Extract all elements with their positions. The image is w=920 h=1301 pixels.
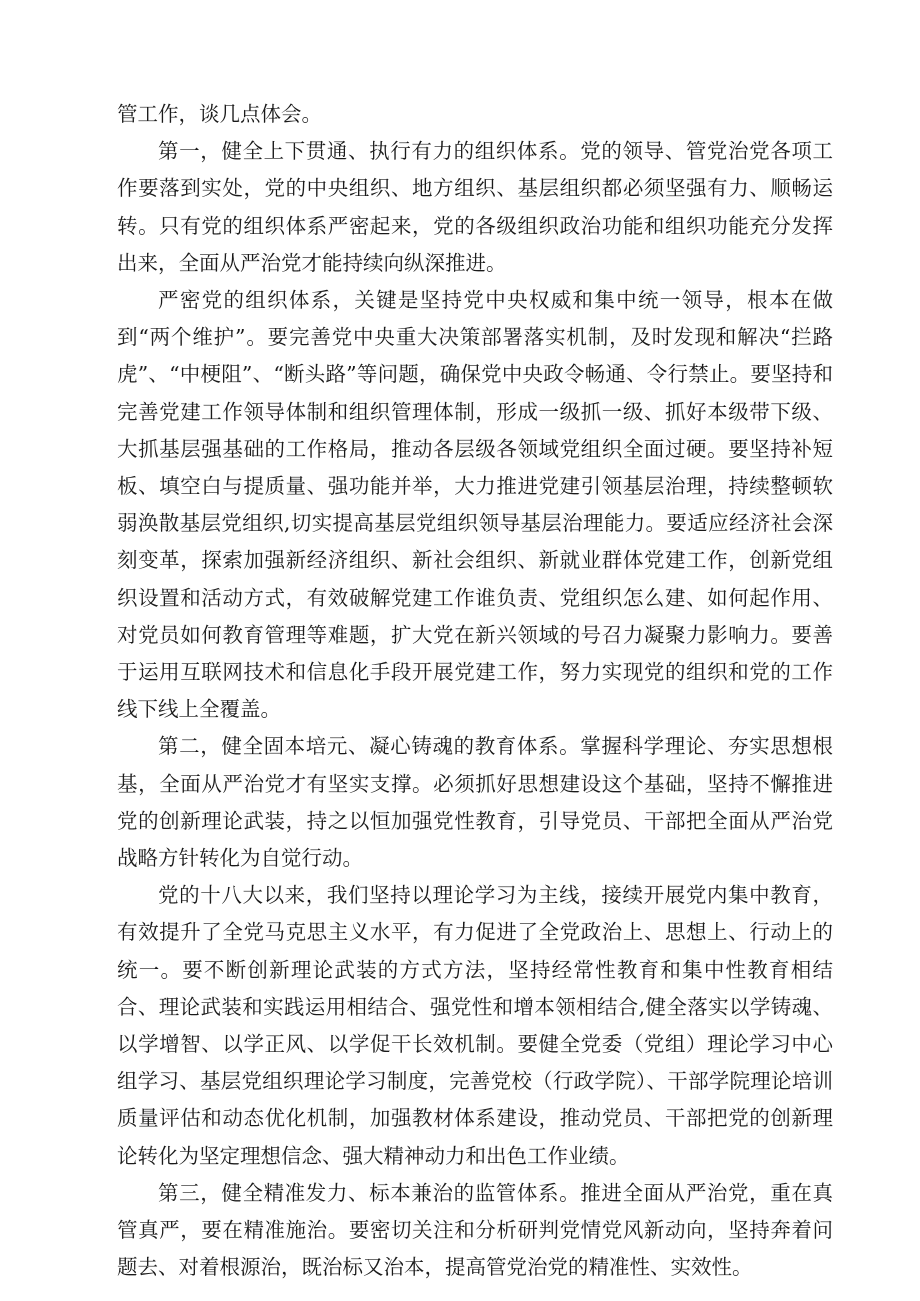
- paragraph-education-system: 第二，健全固本培元、凝心铸魂的教育体系。掌握科学理论、夯实思想根基，全面从严治党才有坚实支撑。必须抓好思想建设这个基础，坚持不懈推进党的创新理论武装，持之以恒加强党性教育，引导党员、干部把全面从严治党战略方针转化为自觉行动。: [117, 734, 833, 871]
- paragraph-supervision-system: 第三，健全精准发力、标本兼治的监管体系。推进全面从严治党，重在真管真严，要在精准施治。要密切关注和分析研判党情党风新动向，坚持奔着问题去、对着根源治，既治标又治本，提高管党治党的精准性、实效性。: [117, 1180, 833, 1280]
- document-body: [117, 96, 833, 1287]
- paragraph-organization-detail: 严密党的组织体系，关键是坚持党中央权威和集中统一领导，根本在做到“两个维护”。要完善党中央重大决策部署落实机制，及时发现和解决“拦路虎”、“中梗阻”、“断头路”等问题，确保党中央政令畅通、令行禁止。要坚持和完善党建工作领导体制和组织管理体制，形成一级抓一级、抓好本级带下级、大抓基层强基础的工作格局，推动各层级各领域党组织全面过硬。要坚持补短板、填空白与提质量、强功能并举，大力推进党建引领基层治理，持续整顿软弱涣散基层党组织,切实提高基层党组织领导基层治理能力。要适应经济社会深刻变革，探索加强新经济组织、新社会组织、新就业群体党建工作，创新党组织设置和活动方式，有效破解党建工作谁负责、党组织怎么建、如何起作用、对党员如何教育管理等难题，扩大党在新兴领域的号召力凝聚力影响力。要善于运用互联网技术和信息化手段开展党建工作，努力实现党的组织和党的工作线下线上全覆盖。: [117, 288, 833, 722]
- paragraph-education-detail: 党的十八大以来，我们坚持以理论学习为主线，接续开展党内集中教育，有效提升了全党马克思主义水平，有力促进了全党政治上、思想上、行动上的统一。要不断创新理论武装的方式方法，坚持经常性教育和集中性教育相结合、理论武装和实践运用相结合、强党性和增本领相结合,健全落实以学铸魂、以学增智、以学正风、以学促干长效机制。要健全党委（党组）理论学习中心组学习、基层党组织理论学习制度，完善党校（行政学院）、干部学院理论培训质量评估和动态优化机制，加强教材体系建设，推动党员、干部把党的创新理论转化为坚定理想信念、强大精神动力和出色工作业绩。: [117, 883, 833, 1168]
- paragraph-continuation: 管工作，谈几点体会。: [117, 102, 322, 126]
- paragraph-organization-system: 第一，健全上下贯通、执行有力的组织体系。党的领导、管党治党各项工作要落到实处，党的中央组织、地方组织、基层组织都必须坚强有力、顺畅运转。只有党的组织体系严密起来，党的各级组织政治功能和组织功能充分发挥出来，全面从严治党才能持续向纵深推进。: [117, 139, 833, 275]
